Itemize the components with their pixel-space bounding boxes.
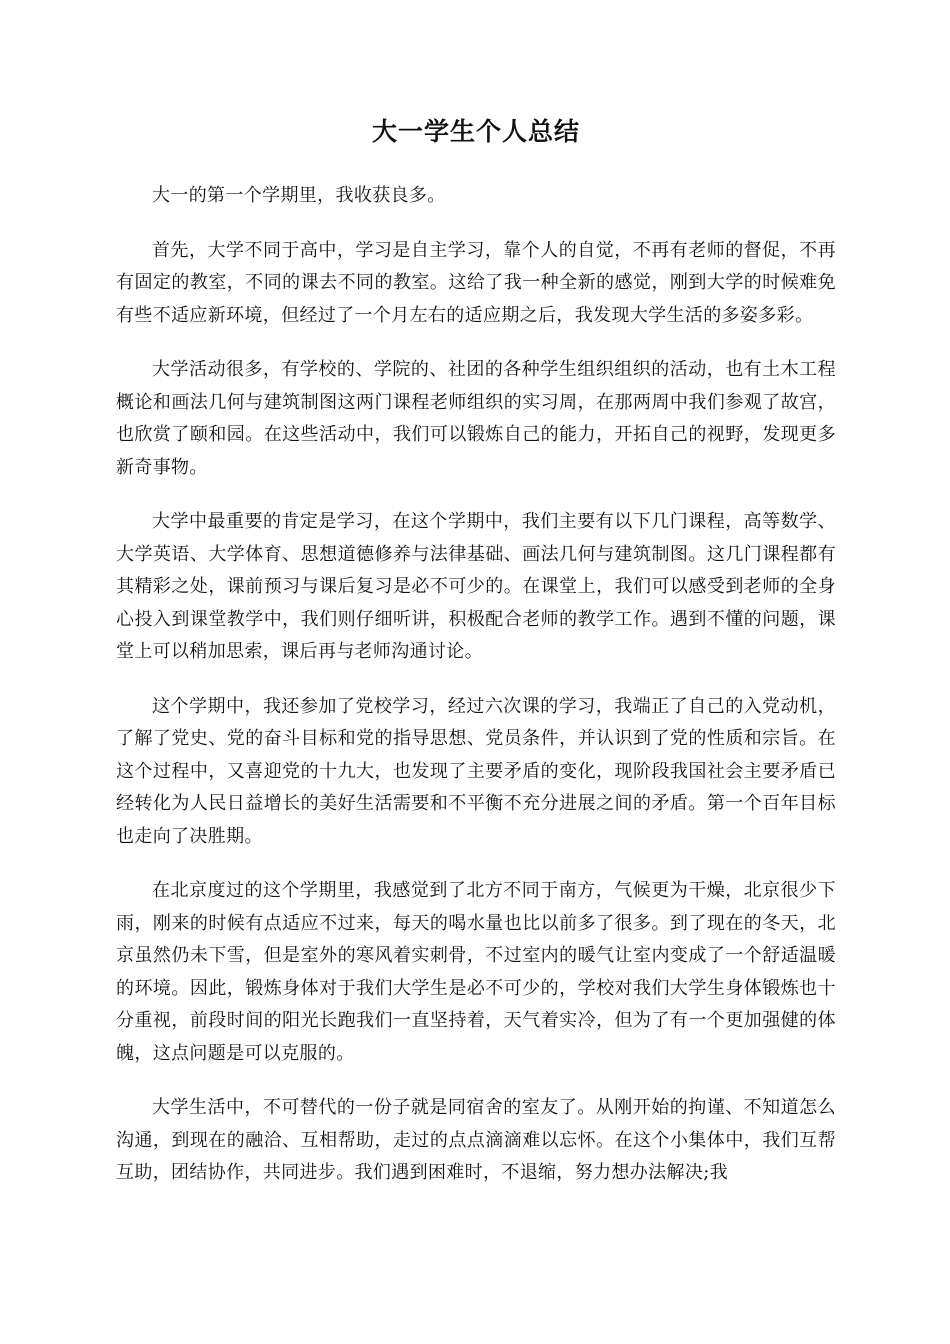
paragraph: 首先，大学不同于高中，学习是自主学习，靠个人的自觉，不再有老师的督促，不再有固定的教室，不同的课去不同的教室。这给了我一种全新的感觉，刚到大学的时候难免有些不适应新环境，但经过了一个月左右的适应期之后，我发现大学生活的多姿多彩。 <box>116 239 836 326</box>
paragraph: 大学中最重要的肯定是学习，在这个学期中，我们主要有以下几门课程，高等数学、大学英语、大学体育、思想道德修养与法律基础、画法几何与建筑制图。这几门课程都有其精彩之处，课前预习与课后复习是必不可少的。在课堂上，我们可以感受到老师的全身心投入到课堂教学中，我们则仔细听讲，积极配合老师的教学工作。遇到不懂的问题，课堂上可以稍加思索，课后再与老师沟通讨论。 <box>116 511 836 662</box>
document-body <box>116 180 836 1212</box>
document-title: 大一学生个人总结 <box>371 117 580 146</box>
paragraph: 在北京度过的这个学期里，我感觉到了北方不同于南方，气候更为干燥，北京很少下雨，刚来的时候有点适应不过来，每天的喝水量也比以前多了很多。到了现在的冬天，北京虽然仍未下雪，但是室外的寒风着实刺骨，不过室内的暖气让室内变成了一个舒适温暖的环境。因此，锻炼身体对于我们大学生是必不可少的，学校对我们大学生身体锻炼也十分重视，前段时间的阳光长跑我们一直坚持着，天气着实冷，但为了有一个更加强健的体魄，这点问题是可以克服的。 <box>116 880 836 1064</box>
paragraph: 这个学期中，我还参加了党校学习，经过六次课的学习，我端正了自己的入党动机，了解了党史、党的奋斗目标和党的指导思想、党员条件，并认识到了党的性质和宗旨。在这个过程中，又喜迎党的十九大，也发现了主要矛盾的变化，现阶段我国社会主要矛盾已经转化为人民日益增长的美好生活需要和不平衡不充分进展之间的矛盾。第一个百年目标也走向了决胜期。 <box>116 695 836 847</box>
paragraph: 大一的第一个学期里，我收获良多。 <box>152 185 446 206</box>
paragraph: 大学生活中，不可替代的一份子就是同宿舍的室友了。从刚开始的拘谨、不知道怎么沟通，到现在的融洽、互相帮助，走过的点点滴滴难以忘怀。在这个小集体中，我们互帮互助，团结协作，共同进步。我们遇到困难时，不退缩，努力想办法解决;我 <box>116 1097 836 1183</box>
document-page <box>116 0 836 1344</box>
paragraph: 大学活动很多，有学校的、学院的、社团的各种学生组织组织的活动，也有土木工程概论和画法几何与建筑制图这两门课程老师组织的实习周，在那两周中我们参观了故宫，也欣赏了颐和园。在这些活动中，我们可以锻炼自己的能力，开拓自己的视野，发现更多新奇事物。 <box>116 359 836 478</box>
